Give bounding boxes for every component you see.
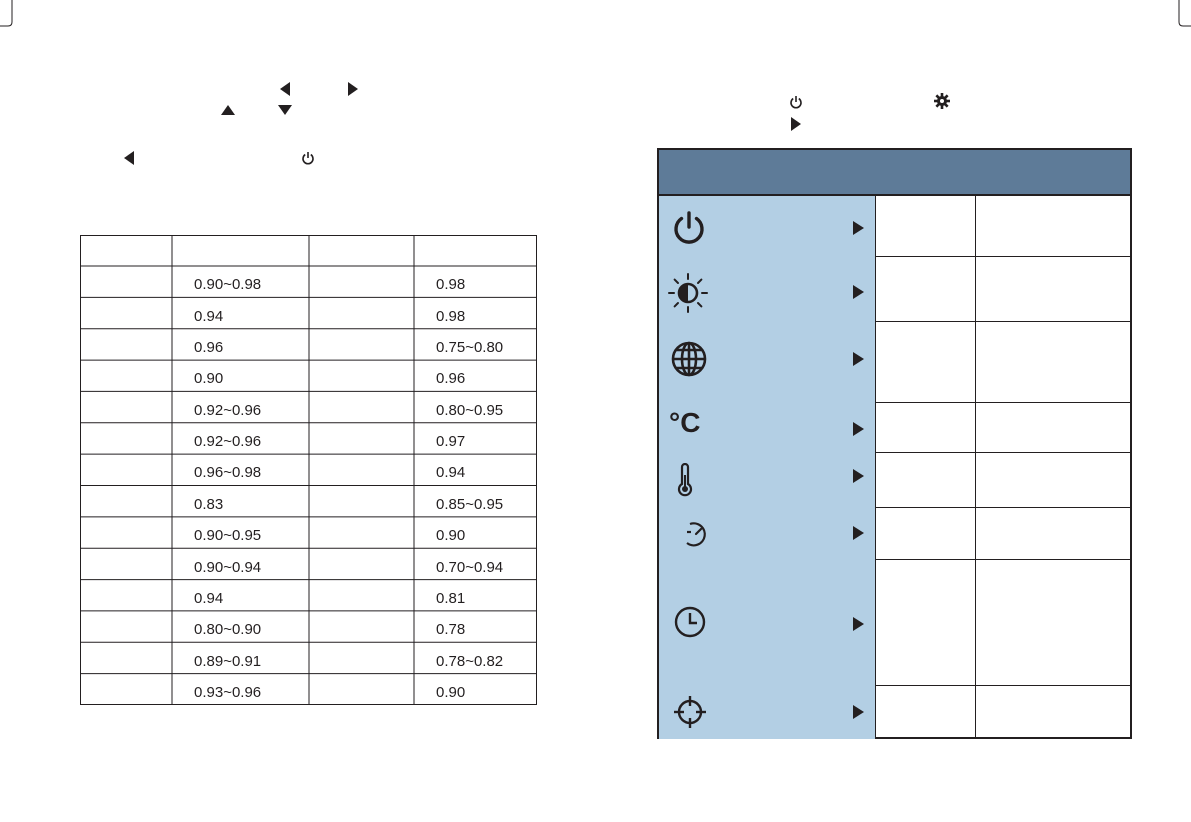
arrow-up-icon bbox=[221, 104, 235, 116]
emissivity-value: 0.96 bbox=[194, 339, 224, 357]
table-cell bbox=[172, 517, 309, 548]
auto-off-timer-icon bbox=[681, 519, 711, 549]
gear-icon bbox=[934, 93, 950, 109]
table-cell bbox=[172, 454, 309, 485]
emissivity-value: 0.94 bbox=[194, 307, 224, 325]
table-row bbox=[80, 360, 537, 391]
table-cell bbox=[414, 391, 537, 422]
clock-icon bbox=[673, 605, 707, 639]
menu-description-row bbox=[876, 686, 1130, 737]
menu-item-auto-off[interactable] bbox=[659, 507, 875, 561]
emissivity-value: 0.92~0.96 bbox=[194, 433, 262, 451]
arrow-right-icon bbox=[347, 82, 359, 96]
menu-description-row bbox=[876, 403, 1130, 453]
menu-item-time[interactable] bbox=[659, 561, 875, 687]
table-row bbox=[80, 580, 537, 611]
table-cell bbox=[172, 642, 309, 673]
table-cell bbox=[172, 611, 309, 642]
emissivity-value: 0.90 bbox=[436, 683, 466, 701]
emissivity-value: 0.98 bbox=[436, 276, 466, 294]
table-cell bbox=[414, 548, 537, 579]
table-row bbox=[80, 329, 537, 360]
emissivity-value: 0.92~0.96 bbox=[194, 401, 262, 419]
arrow-right-icon bbox=[853, 469, 864, 483]
arrow-right-icon bbox=[853, 705, 864, 719]
emissivity-table bbox=[80, 235, 537, 705]
menu-description-row bbox=[876, 322, 1130, 403]
thermometer-icon bbox=[676, 463, 694, 497]
emissivity-value: 0.90~0.95 bbox=[194, 527, 262, 545]
table-cell bbox=[414, 266, 537, 297]
table-row bbox=[80, 548, 537, 579]
settings-menu-panel bbox=[657, 148, 1132, 739]
table-cell bbox=[172, 297, 309, 328]
emissivity-value: 0.81 bbox=[436, 589, 466, 607]
table-cell bbox=[172, 548, 309, 579]
emissivity-value: 0.94 bbox=[194, 589, 224, 607]
menu-description-row bbox=[876, 508, 1130, 560]
menu-header bbox=[659, 150, 1130, 196]
table-cell bbox=[172, 580, 309, 611]
table-cell bbox=[172, 486, 309, 517]
emissivity-value: 0.96~0.98 bbox=[194, 464, 262, 482]
menu-item-brightness[interactable] bbox=[659, 258, 875, 322]
arrow-down-icon bbox=[278, 104, 292, 116]
table-row bbox=[80, 486, 537, 517]
table-row bbox=[80, 391, 537, 422]
emissivity-value: 0.97 bbox=[436, 433, 466, 451]
menu-description-row bbox=[876, 453, 1130, 508]
emissivity-value: 0.90 bbox=[194, 370, 224, 388]
arrow-right-icon bbox=[853, 617, 864, 631]
menu-item-temperature-unit[interactable] bbox=[659, 403, 875, 453]
table-cell bbox=[172, 266, 309, 297]
arrow-right-icon bbox=[853, 526, 864, 540]
emissivity-value: 0.94 bbox=[436, 464, 466, 482]
table-row bbox=[80, 517, 537, 548]
arrow-right-icon bbox=[790, 117, 802, 131]
menu-description-row bbox=[876, 196, 1130, 257]
emissivity-value: 0.75~0.80 bbox=[436, 339, 504, 357]
table-cell bbox=[172, 423, 309, 454]
arrow-right-icon bbox=[853, 422, 864, 436]
table-cell bbox=[414, 486, 537, 517]
emissivity-value: 0.78~0.82 bbox=[436, 652, 504, 670]
globe-icon bbox=[670, 340, 708, 378]
table-cell bbox=[414, 517, 537, 548]
table-row bbox=[80, 611, 537, 642]
emissivity-value: 0.83 bbox=[194, 495, 224, 513]
emissivity-value: 0.90~0.94 bbox=[194, 558, 262, 576]
emissivity-value: 0.90 bbox=[436, 527, 466, 545]
emissivity-value: 0.96 bbox=[436, 370, 466, 388]
table-row bbox=[80, 674, 537, 705]
table-row bbox=[80, 642, 537, 673]
menu-description-row bbox=[876, 257, 1130, 322]
arrow-left-icon bbox=[279, 82, 291, 96]
table-cell bbox=[414, 454, 537, 485]
menu-description-row bbox=[876, 560, 1130, 686]
menu-item-column bbox=[659, 196, 876, 739]
page-border-lines bbox=[0, 0, 1191, 40]
table-cell bbox=[172, 674, 309, 705]
table-cell bbox=[414, 580, 537, 611]
arrow-right-icon bbox=[853, 221, 864, 235]
arrow-left-icon bbox=[123, 151, 135, 165]
power-icon bbox=[789, 95, 803, 109]
table-row bbox=[80, 297, 537, 328]
table-cell bbox=[414, 642, 537, 673]
emissivity-value: 0.78 bbox=[436, 621, 466, 639]
emissivity-value: 0.98 bbox=[436, 307, 466, 325]
emissivity-value: 0.70~0.94 bbox=[436, 558, 504, 576]
menu-item-power[interactable] bbox=[659, 196, 875, 258]
table-cell bbox=[172, 360, 309, 391]
emissivity-value: 0.89~0.91 bbox=[194, 652, 262, 670]
emissivity-value: 0.93~0.96 bbox=[194, 683, 262, 701]
emissivity-value: 0.80~0.90 bbox=[194, 621, 262, 639]
table-cell bbox=[172, 391, 309, 422]
arrow-right-icon bbox=[853, 285, 864, 299]
table-cell bbox=[414, 423, 537, 454]
table-cell bbox=[414, 611, 537, 642]
table-row bbox=[80, 266, 537, 297]
celsius-icon: °C bbox=[669, 407, 701, 438]
menu-item-laser[interactable] bbox=[659, 687, 875, 739]
crosshair-icon bbox=[673, 695, 707, 729]
brightness-icon bbox=[667, 272, 709, 314]
power-icon bbox=[671, 210, 707, 246]
table-cell bbox=[414, 360, 537, 391]
menu-item-language[interactable] bbox=[659, 322, 875, 403]
emissivity-value: 0.90~0.98 bbox=[194, 276, 262, 294]
arrow-right-icon bbox=[853, 352, 864, 366]
emissivity-value: 0.80~0.95 bbox=[436, 401, 504, 419]
table-cell bbox=[414, 329, 537, 360]
table-row bbox=[80, 423, 537, 454]
menu-item-emissivity[interactable] bbox=[659, 453, 875, 507]
table-cell bbox=[414, 297, 537, 328]
table-cell bbox=[414, 674, 537, 705]
power-icon bbox=[301, 151, 315, 165]
table-row bbox=[80, 454, 537, 485]
table-cell bbox=[172, 329, 309, 360]
emissivity-value: 0.85~0.95 bbox=[436, 495, 504, 513]
